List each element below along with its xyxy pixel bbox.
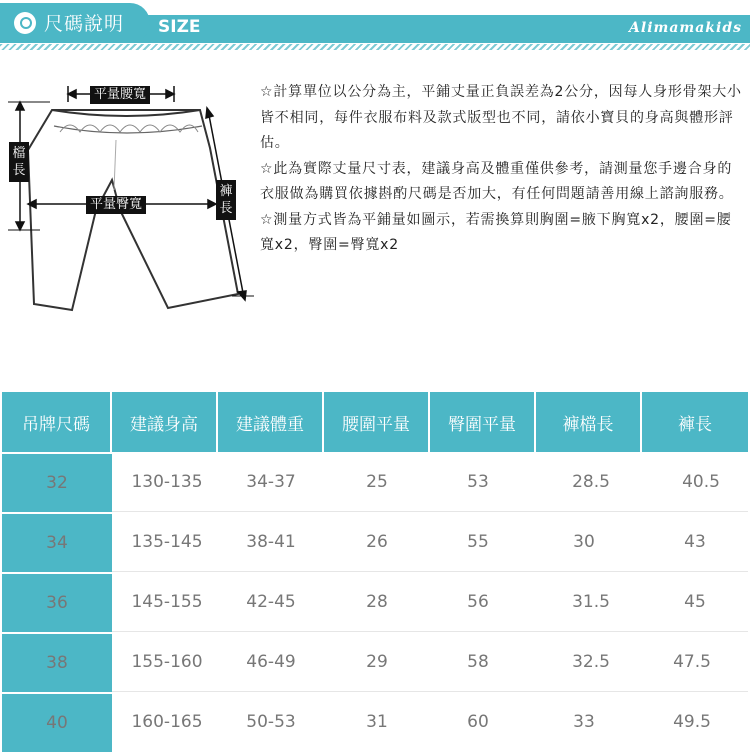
header-pattern [0,44,750,50]
length-cell: 45 [684,592,706,612]
height-cell: 160-165 [131,712,203,732]
waist-width-label: 平量腰寬 [90,86,150,104]
rise-cell: 31.5 [572,592,610,612]
header-weight: 建議體重 [218,392,324,452]
waist-cell: 31 [366,712,388,732]
header-length: 褲長 [642,392,748,452]
length-cell: 40.5 [682,472,720,492]
height-cell: 135-145 [131,532,203,552]
waist-cell: 29 [366,652,388,672]
note-measurement-unit: ☆計算單位以公分為主，平鋪丈量正負誤差為2公分，因每人身形骨架大小皆不相同，每件衣服布料及款式版型也不同，請依小寶貝的身高與體形評估。 [260,84,742,151]
size-cell: 38 [2,632,112,692]
pants-length-label: 褲長 [216,180,236,220]
shorts-measurement-diagram [0,70,262,330]
waist-cell: 28 [366,592,388,612]
hip-cell: 53 [467,472,489,492]
hip-cell: 55 [467,532,489,552]
title-en: SIZE [158,17,201,37]
size-cell: 40 [2,692,112,752]
title-zh: 尺碼說明 [44,13,125,35]
weight-cell: 42-45 [246,592,296,612]
waist-cell: 25 [366,472,388,492]
note-reference-only: ☆此為實際丈量尺寸表，建議身高及體重僅供參考，請測量您手邊合身的衣服做為購買依據斟酌尺碼是否加大，有任何問題請善用線上諮詢服務。 [260,160,734,202]
weight-cell: 46-49 [246,652,296,672]
weight-cell: 38-41 [246,532,296,552]
height-cell: 145-155 [131,592,203,612]
rise-cell: 30 [573,532,595,552]
size-notes [260,80,746,259]
size-cell: 32 [2,452,112,512]
table-row [2,572,748,632]
length-cell: 47.5 [673,652,711,672]
rise-length-label: 檔長 [9,142,29,182]
hip-cell: 56 [467,592,489,612]
table-row [2,512,748,572]
rise-cell: 32.5 [572,652,610,672]
table-row [2,692,748,752]
table-row [2,632,748,692]
size-header-banner [0,0,750,46]
table-row [2,452,748,512]
length-cell: 49.5 [673,712,711,732]
table-header-row [2,392,748,452]
header-tag-size: 吊牌尺碼 [2,392,112,452]
hip-width-label: 平量臀寬 [86,196,146,214]
hip-cell: 60 [467,712,489,732]
rise-cell: 28.5 [572,472,610,492]
hip-cell: 58 [467,652,489,672]
size-cell: 36 [2,572,112,632]
size-cell: 34 [2,512,112,572]
rise-cell: 33 [573,712,595,732]
brand-logo: Alimamakids [629,20,742,36]
size-table [2,392,748,752]
weight-cell: 34-37 [246,472,296,492]
length-cell: 43 [684,532,706,552]
weight-cell: 50-53 [246,712,296,732]
header-height: 建議身高 [112,392,218,452]
search-icon [14,12,36,34]
header-hip: 臀圍平量 [430,392,536,452]
header-rise: 褲檔長 [536,392,642,452]
waist-cell: 26 [366,532,388,552]
height-cell: 130-135 [131,472,203,492]
header-waist: 腰圍平量 [324,392,430,452]
note-measurement-method: ☆測量方式皆為平鋪量如圖示，若需換算則胸圍=腋下胸寬x2，腰圍=腰寬x2，臀圍=臀寬x2 [260,211,732,253]
height-cell: 155-160 [131,652,203,672]
